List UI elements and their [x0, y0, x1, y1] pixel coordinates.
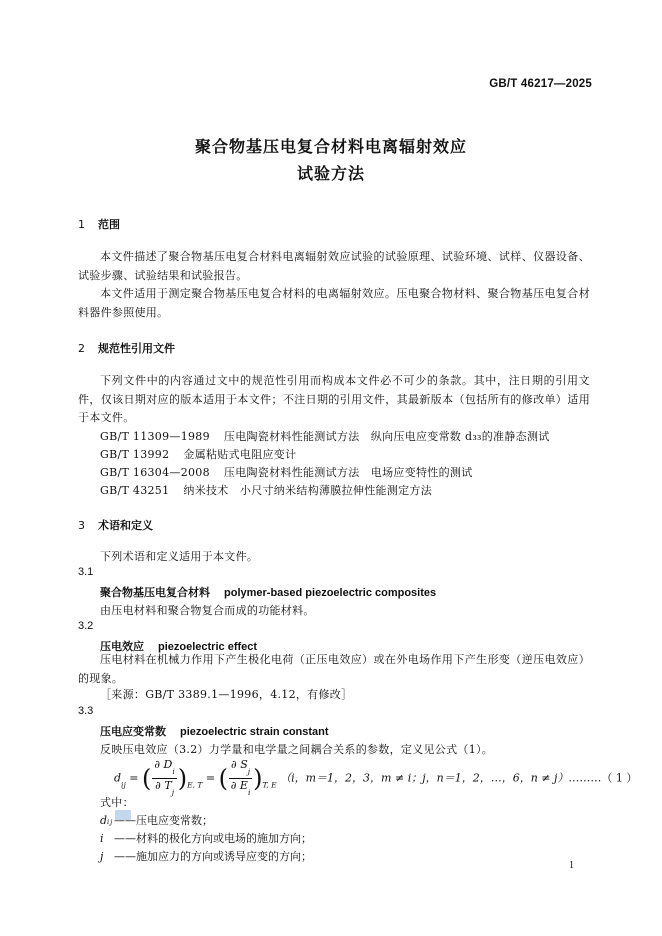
frac1-num: ∂ D	[154, 758, 173, 771]
term-number: 3.1	[78, 566, 94, 578]
formula-lhs: d	[114, 771, 122, 785]
paren: )	[253, 764, 263, 793]
term-source: ［来源：GB/T 3389.1—1996，4.12，有修改］	[100, 688, 353, 701]
symbol-text: ——材料的极化方向或电场的施加方向；	[114, 832, 312, 845]
symbol-text: ——压电应变常数；	[114, 814, 213, 827]
frac2-condition: T, E	[262, 780, 277, 790]
fraction-2	[229, 758, 252, 799]
term-definition: 反映压电效应（3.2）力学量和电学量之间耦合关系的参数，定义见公式（1）。	[100, 743, 494, 756]
reference-code: GB/T 43251	[100, 484, 170, 497]
formula-1	[114, 758, 637, 799]
paren: )	[177, 764, 188, 793]
symbol-definition	[100, 848, 312, 864]
symbol-definition	[100, 830, 312, 846]
symbol: dᵢⱼ	[100, 814, 113, 827]
section-1-heading	[78, 216, 120, 232]
section-2-heading	[78, 340, 175, 356]
reference-title: 纳米技术 小尺寸纳米结构薄膜拉伸性能测定方法	[183, 484, 433, 497]
section-number: 2	[78, 342, 85, 355]
formula-equals: =	[205, 771, 216, 785]
frac1-condition: E, T	[187, 780, 203, 790]
term-en: piezoelectric strain constant	[180, 726, 329, 738]
reference-title: 压电陶瓷材料性能测试方法 电场应变特性的测试	[223, 466, 473, 479]
term-zh: 聚合物基压电复合材料	[100, 586, 210, 599]
formula-dots: ………	[568, 771, 602, 785]
section-1-paragraph-2: 本文件适用于测定聚合物基压电复合材料的电离辐射效应。压电聚合物材料、聚合物基压电复合材料器件参照使用。	[78, 287, 590, 319]
reference-code: GB/T 11309—1989	[100, 430, 210, 443]
term-en: polymer-based piezoelectric composites	[224, 587, 437, 599]
fraction-1	[152, 758, 176, 799]
term-definition: 压电材料在机械力作用下产生极化电荷（正压电效应）或在外电场作用下产生形变（逆压电效应）的现象。	[78, 653, 590, 685]
frac2-num-sub: j	[247, 767, 251, 776]
paren: (	[218, 764, 229, 793]
section-2-intro: 下列文件中的内容通过文中的规范性引用而构成本文件必不可少的条款。其中，注日期的引用文件，仅该日期对应的版本适用于本文件；不注日期的引用文件，其最新版本（包括所有的修改单）适用于本文件。	[78, 374, 590, 424]
page-number: 1	[569, 860, 574, 871]
term-number: 3.2	[78, 620, 94, 632]
formula-equals: =	[129, 771, 139, 785]
reference-title: 金属粘贴式电阻应变计	[183, 448, 297, 461]
section-number: 1	[78, 218, 85, 231]
paren: (	[142, 764, 152, 793]
frac2-den-sub: i	[247, 788, 251, 797]
formula-lhs-sub: ij	[121, 780, 126, 790]
standard-number: GB/T 46217—2025	[489, 78, 592, 90]
symbol-text: ——施加应力的方向或诱导应变的方向；	[114, 850, 312, 863]
term-heading	[100, 723, 329, 739]
section-title: 术语和定义	[98, 519, 153, 532]
term-zh: 压电应变常数	[100, 725, 166, 738]
document-title-line-1: 聚合物基压电复合材料电离辐射效应	[194, 137, 467, 156]
term-heading	[100, 584, 436, 600]
frac1-den-sub: j	[171, 788, 175, 797]
reference-item	[100, 464, 473, 480]
term-number: 3.3	[78, 705, 94, 717]
term-en: piezoelectric effect	[158, 641, 258, 653]
symbol-definition	[100, 812, 213, 828]
reference-code: GB/T 16304—2008	[100, 466, 210, 479]
section-3-intro: 下列术语和定义适用于本文件。	[100, 550, 259, 563]
term-definition: 由压电材料和聚合物复合而成的功能材料。	[100, 604, 315, 617]
section-title: 范围	[98, 218, 120, 231]
symbol: i	[100, 832, 104, 845]
reference-item	[100, 446, 296, 462]
section-3-heading	[78, 517, 153, 533]
section-number: 3	[78, 519, 85, 532]
frac2-num: ∂ S	[231, 758, 248, 771]
reference-item	[100, 482, 432, 498]
term-zh: 压电效应	[100, 640, 144, 653]
frac2-den: ∂ E	[230, 779, 248, 792]
formula-number: （ 1 ）	[601, 771, 638, 785]
symbol: j	[100, 850, 104, 863]
reference-item	[100, 428, 550, 444]
where-label: 式中：	[100, 796, 134, 809]
formula-condition: （i，m＝1，2，3，m ≠ i；j，n＝1，2，…，6，n ≠ j）	[280, 771, 569, 785]
frac1-den: ∂ T	[155, 779, 172, 792]
section-title: 规范性引用文件	[98, 342, 175, 355]
section-1-paragraph-1: 本文件描述了聚合物基压电复合材料电离辐射效应试验的试验原理、试验环境、试样、仪器设备、试验步骤、试验结果和试验报告。	[78, 250, 590, 282]
document-title-line-2: 试验方法	[296, 164, 365, 183]
reference-code: GB/T 13992	[100, 448, 170, 461]
frac1-num-sub: i	[172, 767, 175, 776]
reference-title: 压电陶瓷材料性能测试方法 纵向压电应变常数 d₃₃的准静态测试	[223, 430, 550, 443]
